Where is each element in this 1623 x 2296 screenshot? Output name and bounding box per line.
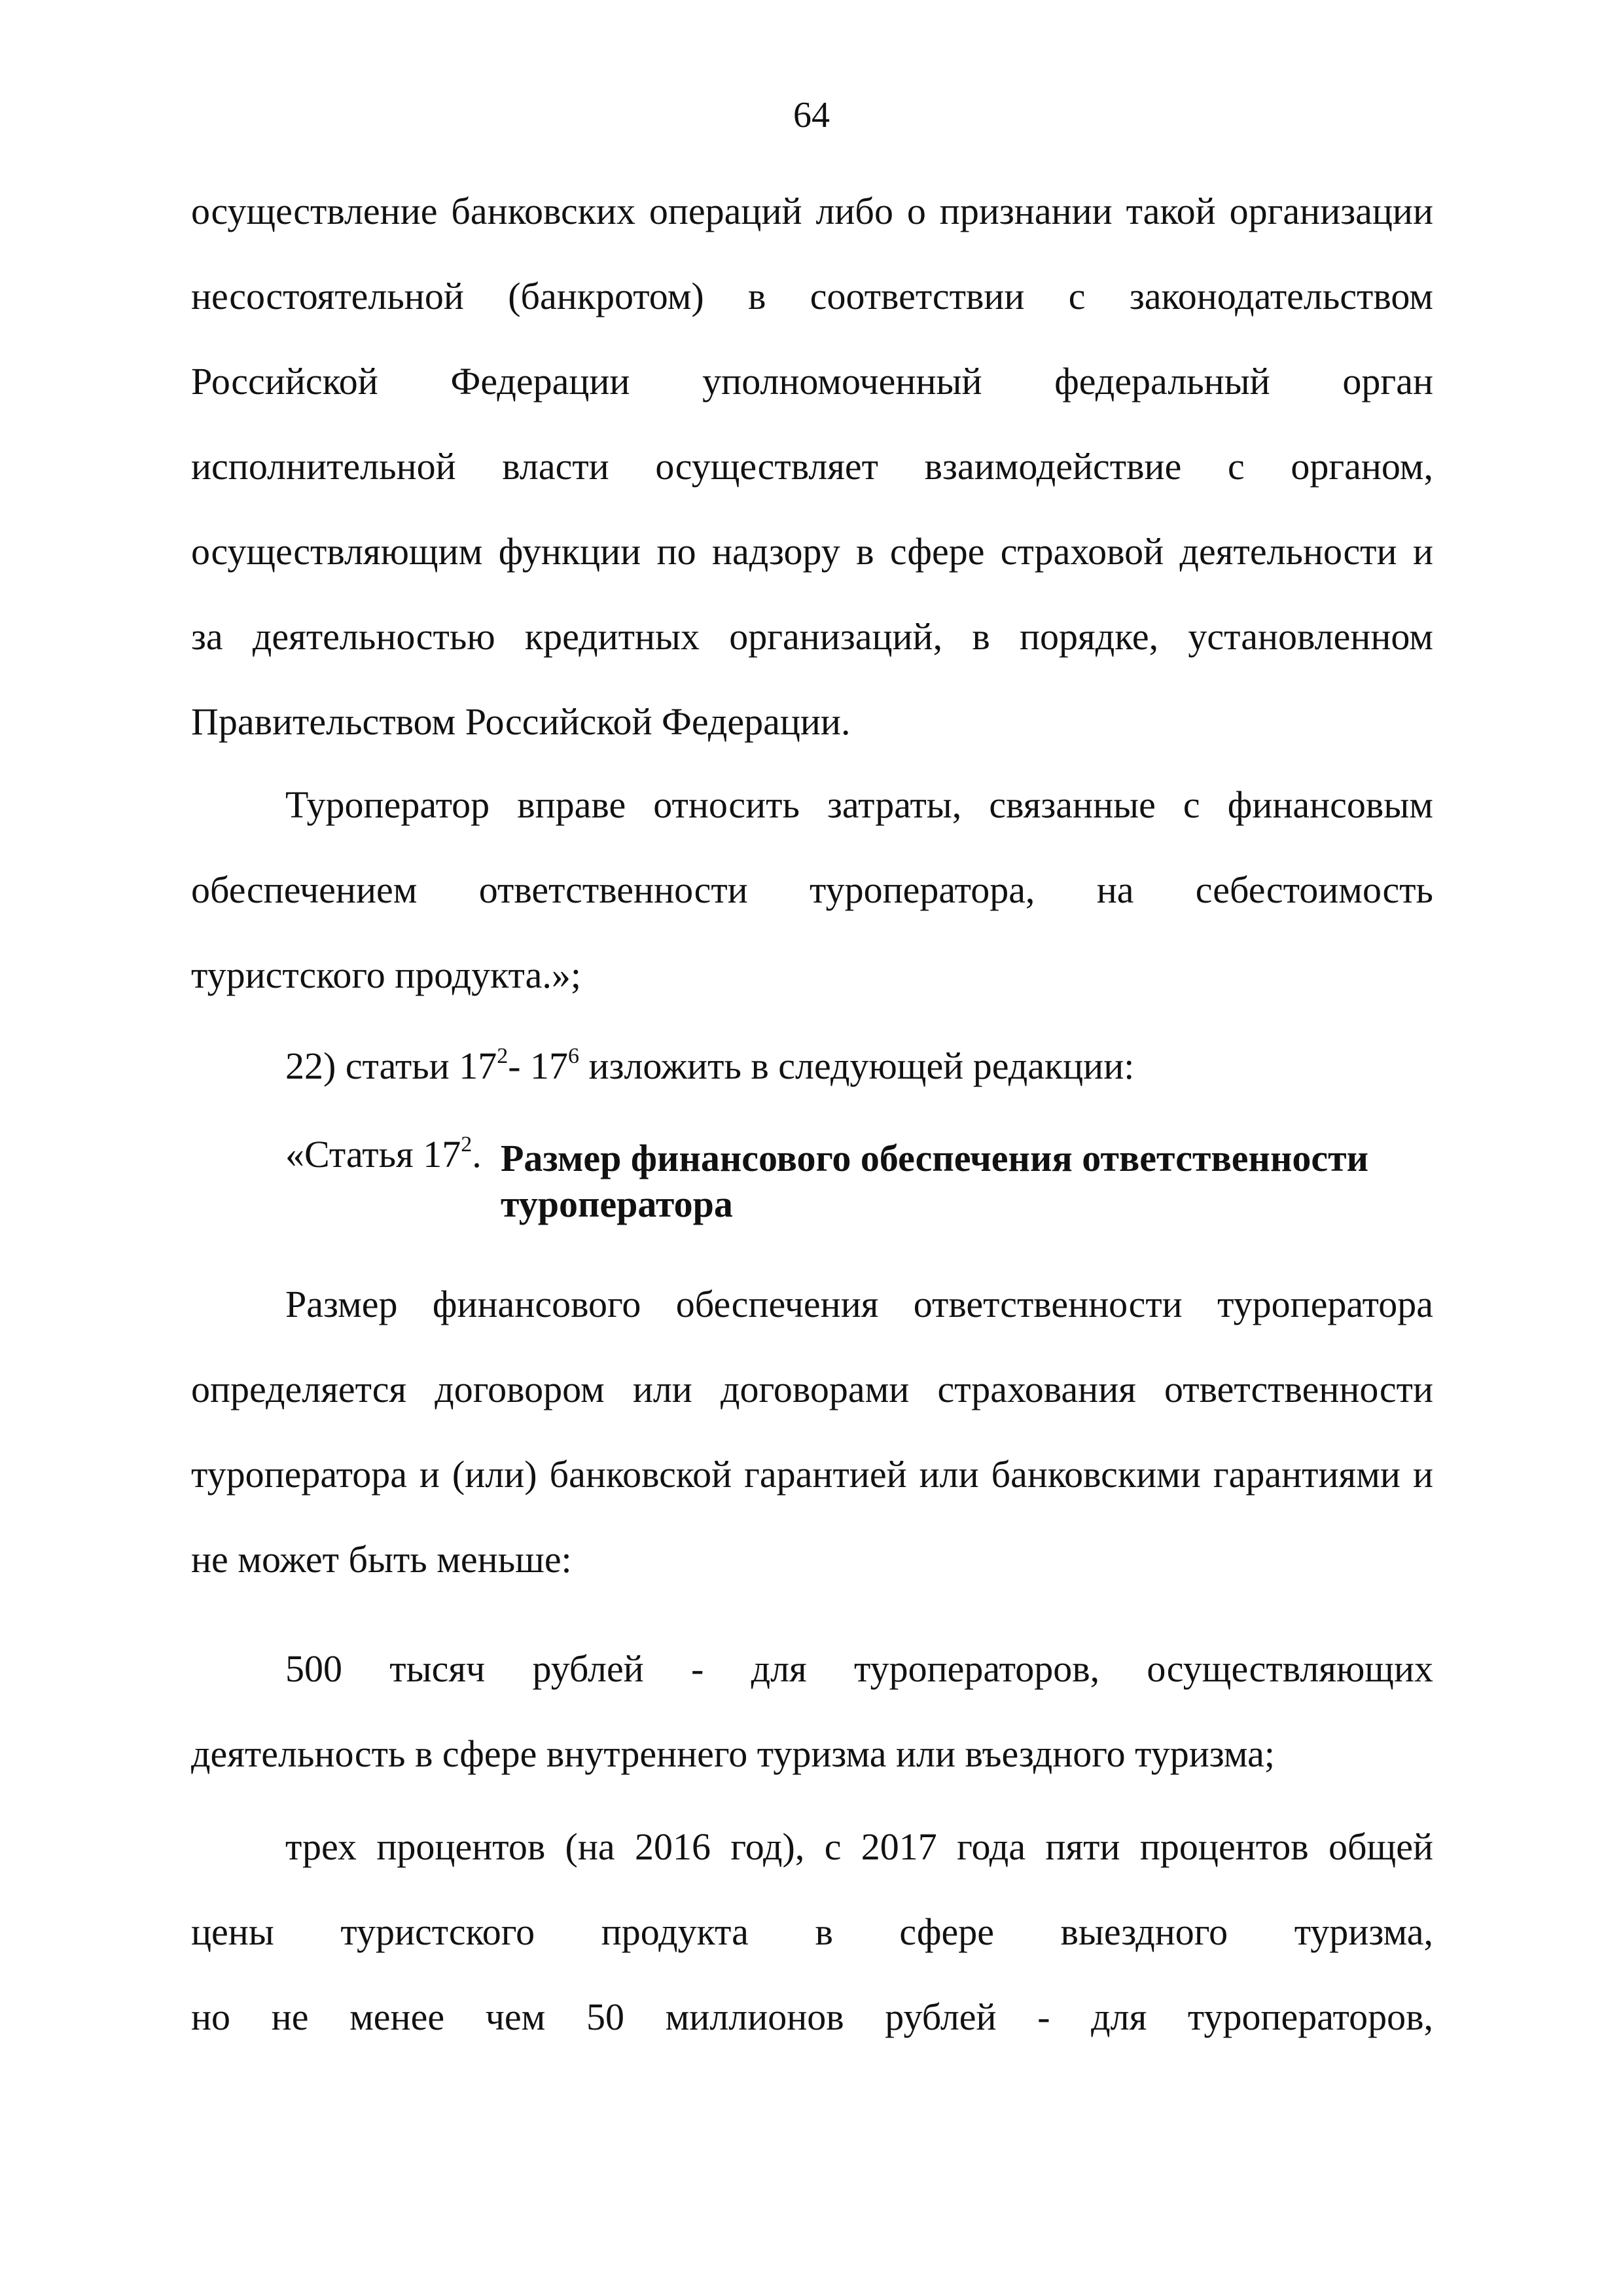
article-prefix-text: «Статья 17 bbox=[285, 1133, 461, 1175]
paragraph-line: Туроператор вправе относить затраты, связанные с финансовым bbox=[285, 783, 1433, 826]
amendment-superscript: 6 bbox=[568, 1044, 580, 1068]
paragraph-line: туроператора и (или) банковской гарантией или банковскими гарантиями и bbox=[191, 1453, 1433, 1496]
page-number: 64 bbox=[793, 95, 830, 135]
paragraph-three-percent bbox=[191, 1804, 1433, 2060]
paragraph-line: осуществление банковских операций либо о признании такой организации bbox=[191, 190, 1433, 232]
paragraph-line: туристского продукта.»; bbox=[191, 954, 581, 996]
paragraph-line: определяется договором или договорами страхования ответственности bbox=[191, 1368, 1433, 1410]
article-title-line: Размер финансового обеспечения ответственности bbox=[501, 1137, 1369, 1179]
paragraph-line: Размер финансового обеспечения ответственности туроператора bbox=[285, 1283, 1433, 1325]
amendment-item-22 bbox=[285, 1044, 1135, 1087]
article-prefix-dot: . bbox=[472, 1133, 482, 1175]
paragraph-line: цены туристского продукта в сфере выездного туризма, bbox=[191, 1910, 1433, 1953]
paragraph-bank-operations bbox=[191, 169, 1433, 764]
amendment-text: - 17 bbox=[508, 1045, 569, 1087]
paragraph-tour-operator-costs bbox=[191, 762, 1433, 1018]
paragraph-line: несостоятельной (банкротом) в соответствии с законодательством bbox=[191, 275, 1433, 317]
paragraph-500-thousand bbox=[191, 1626, 1433, 1797]
paragraph-line: Российской Федерации уполномоченный федеральный орган bbox=[191, 360, 1433, 403]
paragraph-guarantee-size bbox=[191, 1262, 1433, 1602]
paragraph-line: за деятельностью кредитных организаций, в порядке, установленном bbox=[191, 615, 1433, 658]
paragraph-line: осуществляющим функции по надзору в сфере страховой деятельности и bbox=[191, 530, 1433, 573]
paragraph-line: не может быть меньше: bbox=[191, 1538, 572, 1581]
paragraph-line: деятельность в сфере внутреннего туризма или въездного туризма; bbox=[191, 1732, 1275, 1775]
paragraph-line: исполнительной власти осуществляет взаимодействие с органом, bbox=[191, 445, 1433, 488]
article-superscript: 2 bbox=[461, 1132, 473, 1157]
paragraph-line: трех процентов (на 2016 год), с 2017 года пяти процентов общей bbox=[285, 1825, 1433, 1868]
paragraph-line: Правительством Российской Федерации. bbox=[191, 700, 851, 743]
amendment-superscript: 2 bbox=[497, 1044, 508, 1068]
paragraph-line: обеспечением ответственности туроператора, на себестоимость bbox=[191, 869, 1433, 911]
article-title-line: туроператора bbox=[501, 1183, 733, 1225]
amendment-text: 22) статьи 17 bbox=[285, 1045, 497, 1087]
paragraph-line: 500 тысяч рублей - для туроператоров, осуществляющих bbox=[285, 1647, 1433, 1690]
amendment-text: изложить в следующей редакции: bbox=[579, 1045, 1135, 1087]
article-number bbox=[285, 1132, 482, 1175]
paragraph-line: но не менее чем 50 миллионов рублей - для туроператоров, bbox=[191, 1996, 1433, 2038]
article-title bbox=[501, 1136, 1430, 1227]
